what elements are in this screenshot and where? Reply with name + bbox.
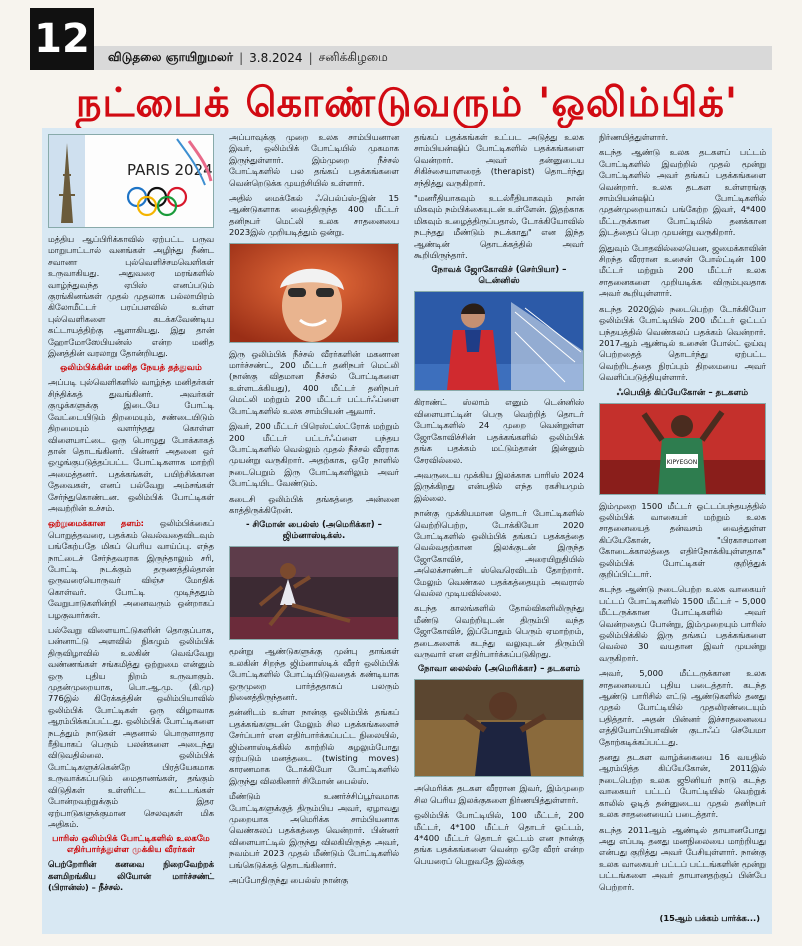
headline: நட்பைக் கொண்டுவரும் 'ஒலிம்பிக்' bbox=[75, 80, 739, 126]
col2-paragraph-6: மூன்று ஆண்டுகளுக்கு முன்பு தாங்கள் உலகின் சிறந்த ஜிம்னாஸ்டிக் வீரர் ஒலிம்பிக் போட்டிகளில் போட்டியிடுவதைக் கண்டியாக ஒருமுறை பார்த்ததாகப் பலரும் நினைத்திருந்தனர். bbox=[229, 646, 399, 702]
sprinter-photo bbox=[414, 679, 584, 777]
separator: | bbox=[239, 51, 244, 65]
col3-paragraph-7: அமெரிக்க தடகள வீரரான இவர், இம்முறை சில பெரிய இலக்குகளை நிர்ணயித்துள்ளார். bbox=[414, 783, 584, 805]
col2-paragraph-2: அதில் மைக்கேல் ஃபெல்ப்ஸ்-இன் 15 ஆண்டுகளாக வைத்திருந்த 400 மீட்டர் தனிநபர் மெட்லி உலக சாதனையை 2023இல் முறியடித்தும் ஒன்று. bbox=[229, 193, 399, 238]
col1-paragraph-4: பல்வேறு விளையாட்டுகளின் தொகுப்பாக, பன்னாட்டு அளவில் நிகழும் ஒலிம்பிக் திருவிழாவில் உலகின் வெவ்வேறு வண்ணங்கள் சங்கமித்து ஒற்றுமை என்னும் ஒரு புதிய நிறம் உருவாகும். முதன்முறையாக, பொ.ஆ.மு. (கி.மு) 776இல் கிரேக்கத்தின் ஒலிம்பியாவில் ஒலிம்பிக் போட்டிகள் ஒரு விழாவாக ஆரம்பிக்கப்பட்டது. ஒலிம்பிக் போட்டிகளை நடத்தும் நாடுகள் அதனால் பொருளாதார ரீதியாகப் பெரும் பலன்களை அடைந்து விடுவதில்லை. ஒலிம்பிக் போட்டிகளுக்கென்றே பிரத்யேகமாக உருவாக்கப்படும் மைதானங்கள், தங்கும் விடுதிகள் உள்ளிட்ட கட்டடங்கள் போன்றவற்றுக்கும் இதர ஏற்பாடுகளுக்குமான செலவுகள் மிக அதிகம். bbox=[48, 625, 214, 829]
col1-paragraph-3: ஒலிம்பிக்கைப் பொறுத்தவரை, பதக்கம் வெல்வதைவிடவும் பங்கேற்பதே மிகப் பெரிய வாய்ப்பு. எந்த நாட்டைச் சேர்ந்தவராக இருந்தாலும் சரி, போட்டி நடக்கும் தருணத்தில்தான் ஒருவரையொருவர் விஞ்ச மோதிக் கொள்வர். போட்டி முடிந்ததும் வேறுபாடுகளின்றி அனைவரும் ஒன்றாகப் பழகுவார்கள். bbox=[48, 518, 214, 620]
col3-paragraph-2: "மனரீதியாகவும் உடல்ரீதியாகவும் நான் மிகவும் நம்பிக்கையுடன் உள்ளேன். இதற்காக மிகவும் உழைத்திருப்பதால், டோக்கியோவில் நடந்தது மீண்டும் நடக்காது" என இந்த ஆண்டின் தொடக்கத்தில் அவர் கூறியிருந்தார். bbox=[414, 193, 584, 261]
col4-paragraph-1: நிர்ணயித்துள்ளார். bbox=[599, 132, 669, 142]
col2-paragraph-5: கடைசி ஒலிம்பிக் தங்கத்தை அன்னை காத்திருக்கிறேன். bbox=[229, 493, 399, 515]
page-header bbox=[30, 8, 772, 70]
col4-paragraph-4: கடந்த 2020இல் நடைபெற்ற டோக்கியோ ஒலிம்பிக் போட்டியில் 200 மீட்டர் ஓட்டப் பந்தயத்தில் வெண்கலப் பதக்கம் வென்றார். 2017ஆம் ஆண்டில் உசைன் போல்ட் ஓய்வு பெற்றதைத் தொடர்ந்து ஏற்பட்ட வெற்றிடத்தை நிரப்பும் திறமையை அவர் வெளிப்படுத்தியுள்ளார். bbox=[599, 303, 766, 383]
header-band bbox=[94, 46, 772, 70]
paris-logo-text: PARIS 2024 bbox=[127, 161, 213, 179]
col1-subheading-2: ஒற்றுமைக்கான தளம்: bbox=[48, 518, 144, 529]
col2-paragraph-8: மீண்டும் உணர்ச்சிப்பூர்வமாக போட்டிகளுக்குத் திரும்பிய அவர், ஏழாவது முறையாக அமெரிக்க சாம்பியனாக வெண்கலப் பதக்கத்தை வென்றார். பின்னர் விளையாட்டில் இருந்து விலகியிருந்த அவர், நவம்பர் 2023 முதல் மீண்டும் போட்டிகளில் பங்கெடுக்கத் தொடங்கினார். bbox=[229, 791, 399, 870]
col2-paragraph-1: அப்பாவுக்கு முறை உலக சாம்பியனான இவர், ஒலிம்பிக் போட்டியில் முகமாக இருந்துள்ளார். இம்முறை நீச்சல் போட்டிகளில் பல தங்கப் பதக்கங்களை வென்றெடுக்க முயற்சியில் உள்ளார். bbox=[229, 132, 399, 188]
col2-paragraph-7: தன்னிடம் உள்ள நான்கு ஒலிம்பிக் தங்கப் பதக்கங்களுடன் மேலும் சில பதக்கங்களைச் சேர்ப்பார் என எதிர்பார்க்கப்பட்ட நிலையில், ஜிம்னாஸ்டிக்கில் காற்றில் சுழலும்போது ஏற்படும் மனத்தடை (twisting moves) காரணமாக டோக்கியோ போட்டிகளில் இருந்து விலகினார் சிமோன் பைல்ஸ். bbox=[229, 707, 399, 786]
col1-paragraph-1: மத்திய ஆப்பிரிக்காவில் ஏற்பட்ட பருவ மாறுபாட்டால் வனங்கள் அழிந்து நீண்ட சவானா புல்வெளிச்சமவெளிகள் உருவாகியது. அதுவரை மரங்களில் வாழ்ந்துவந்த ஏபிஸ் எனப்படும் குரங்கினங்கள் முதல் முதலாக பல்லாயிரம் கிலோமீட்டர் பரப்பளவில் உள்ள புல்வெளிகளை கடக்கவேண்டிய கட்டாயத்திற்கு ஆளாகியது. இது தான் ஹோமோஸேபியன்ஸ் என்ற மனித இனத்தின் வரலாறு தோன்றியது. bbox=[48, 234, 214, 359]
issue-day: சனிக்கிழமை bbox=[318, 50, 388, 64]
column-4 bbox=[593, 128, 772, 934]
swimmer-photo bbox=[229, 243, 399, 343]
col1-subheading-3: பாரிஸ் ஒலிம்பிக் போட்டிகளில் உலகமே எதிர்பார்த்துள்ள முக்கிய வீரர்கள் bbox=[52, 834, 210, 856]
tennis-player-photo bbox=[414, 291, 584, 391]
col4-paragraph-8: தனது தடகள வாழ்க்கையை 16 வயதில் ஆரம்பித்த கிப்யேகோன், 2011இல் நடைபெற்ற உலக ஜூனியர் நாடு கடந்த வாகையர் பட்டப் போட்டியில் வெற்றுக் காலில் ஓடித் தன்னுடைய முதல் தனிநபர் உலக சாதனையைப் படைத்தார். bbox=[599, 752, 766, 820]
issue-date: 3.8.2024 bbox=[249, 51, 303, 65]
col2-paragraph-4: இவர், 200 மீட்டர் பிரெஸ்ட்ஸ்ட்ரோக் மற்றும் 200 மீட்டர் பட்டர்ஃப்ளை பந்தய போட்டிகளில் வெல்லும் முதல் நீச்சல் வீரராக முயன்று வருகிறார். அதற்காக, ஒரே நாளில் நடைபெறும் இரு போட்டிகளிலும் அவர் போட்டியிட வேண்டும். bbox=[229, 421, 399, 489]
column-1 bbox=[42, 128, 220, 934]
publication-name: விடுதலை ஞாயிறுமலர் bbox=[108, 50, 234, 64]
col1-paragraph-2: அப்படி புல்வெளிகளில் வாழ்ந்த மனிதர்கள் சிந்திக்கத் துவங்கினர். அவர்கள் குழுக்களுக்கு இடையே போட்டி வேட்டையிடும் திறமையும், சண்டையிடும் திறமையும் வளர்ந்தது கொள்ள விளையாட்டை ஒரு பொழுது போக்காகத் தான் தொடங்கினர். பின்னர் அதனை ஒர் ஒழுங்குபடுத்தப்பட்ட போட்டிகளாக மாற்றி அமைத்தனர். பதக்கங்கள், பயிற்சிக்கான தேவைகள், எனப் பல்வேறு அம்சங்கள் சேர்ந்துகொண்டன. ஒலிம்பிக் போட்டிகள் அவற்றின் உச்சம். bbox=[48, 377, 214, 513]
col4-paragraph-5: இம்முறை 1500 மீட்டர் ஓட்டப்பந்தயத்தில் ஒலிம்பிக் வாகையர் மற்றும் உலக சாதனையைத் தன்வசம் வைத்துள்ள கிப்யேகோன், "பிரகாசமான கோடைக்காலத்தை எதிர்நோக்கியுள்ளதாக" ஒலிம்பிக் போட்டிகள் குறித்துக் குறிப்பிட்டார். bbox=[599, 500, 766, 579]
column-2 bbox=[223, 128, 405, 934]
col2-paragraph-9: அப்போதிருந்து பைல்ஸ் நான்கு bbox=[229, 875, 348, 886]
simone-biles-caption: - சிமோன் பைல்ஸ் (அமெரிக்கா) – ஜிம்னாஸ்டிக்ஸ். bbox=[246, 520, 382, 542]
noah-lyles-caption: நோவா லைல்ஸ் (அமெரிக்கா) – தடகளம் bbox=[418, 664, 580, 675]
col4-paragraph-7: அவர், 5,000 மீட்டருக்கான உலக சாதனையைப் புதிய படைத்தார். கடந்த ஆண்டு பாரிசில் எட்டு ஆண்டுகளில் தனது முதல் போட்டியில் முதலிரண்டையும் பதித்தார். அதன் பின்னர் இச்சாதனையை எத்தியோப்பியாவின் குடாஃப் செயேமா தோற்கடிக்கப்பட்டது. bbox=[599, 668, 766, 747]
col3-paragraph-3: கிராண்ட் ஸ்லாம் எனும் டென்னிஸ் விளையாட்டின் பெரு வெற்றித் தொடர் போட்டிகளில் 24 முறை வென்றுள்ள ஜோகோவிச்சின் பதக்கங்களில் ஒலிம்பிக் தங்க பதக்கம் மட்டும்தான் இன்னும் சேரவில்லை. bbox=[414, 397, 584, 465]
col1-paragraph-5: பெற்றோரின் கனவை நிறைவேற்றக் களமிறங்கிய லியோன் மார்ச்சண்ட் (பிரான்ஸ்) – நீச்சல். bbox=[48, 859, 214, 893]
col3-paragraph-6: கடந்த காலங்களில் தோல்விகளிலிருந்து மீண்டு வெற்றியுடன் திரும்பி வந்த ஜோகோவிச், இப்போதும் பெரும் ஏமாற்றம், தடைகளைக் கடந்து வலுவுடன் திரும்பி வருவார் என எதிர்பார்க்கப்படுகிறது. bbox=[414, 603, 584, 659]
col1-subheading-1: ஒலிம்பிக்கின் மனித நேயத் தத்துவம் bbox=[60, 363, 202, 374]
djokovic-caption: நோவக் ஜோகோவிச் (செர்பியா) – டென்னிஸ் bbox=[431, 265, 567, 287]
runner-photo bbox=[599, 403, 766, 495]
kipyegon-caption: ஃபெயித் கிப்யேகோன் – தடகளம் bbox=[616, 387, 749, 398]
page-number: 12 bbox=[30, 8, 94, 70]
col3-paragraph-1: தங்கப் பதக்கங்கள் உட்பட அடுத்து உலக சாம்பியன்ஷிப் போட்டிகளில் பதக்கங்களை வென்றார். அவர் தன்னுடைய சிகிச்சையாளரைத் (therapist) தொடர்ந்து சந்தித்து வருகிறார். bbox=[414, 132, 584, 188]
col2-paragraph-3: இரு ஒலிம்பிக் நீச்சல் வீரர்களின் மகனான மார்ச்சண்ட், 200 மீட்டர் தனிநபர் மெட்லி (நான்கு விதமான நீச்சல் போட்டிகளை உள்ளடக்கியது), 400 மீட்டர் தனிநபர் மெட்லி மற்றும் 200 மீட்டர் பட்டர்ஃப்ளை போட்டிகளில் உலக சாம்பியன் ஆவார். bbox=[229, 348, 399, 416]
col4-paragraph-3: இதுவும் போதவில்லையென, ஜமைக்காவின் சிறந்த வீரரான உசைன் போல்ட்டின் 100 மீட்டர் மற்றும் 200 மீட்டர் உலக சாதனைகளை முறியடிக்க விரும்புவதாக அவர் கூறியுள்ளார். bbox=[599, 242, 766, 299]
col4-paragraph-6: கடந்த ஆண்டு நடைபெற்ற உலக வாகையர் பட்டப் போட்டிகளில் 1500 மீட்டர் – 5,000 மீட்டருக்கான போட்டிகளில் அவர் வென்றதைப் போன்று, இம்முறையும் பாரிஸ் ஒலிம்பிக்கில் இரு தங்கப் பதக்கங்களை வெல்ல 30 வயதான இவர் முயன்று வருகிறார். bbox=[599, 584, 766, 663]
kipyegon-bib-text: KIPYEGON bbox=[666, 458, 698, 466]
article-body bbox=[42, 128, 772, 934]
col3-paragraph-8: ஒலிம்பிக் போட்டியில், 100 மீட்டர், 200 மீட்டர், 4*100 மீட்டர் தொடர் ஓட்டம், 4*400 மீட்டர் தொடர் ஓட்டம் என நான்கு தங்க பதக்கங்களை வென்ற ஒரே வீரர் என்ற பெயரைப் பெறுவதே இலக்கு bbox=[414, 810, 584, 866]
column-3 bbox=[408, 128, 590, 934]
col4-paragraph-9: கடந்த 2011ஆம் ஆண்டில் தாயானபோது அது எப்படி தனது மனநிலையை மாற்றியது என்பது குறித்து அவர் பேசியுள்ளார். நான்கு உலக வாகையர் பட்டப் பட்டங்களின் மூன்று பட்டங்களை அவர் தாயானதற்குப் பின்பே பெற்றார். bbox=[599, 824, 766, 892]
col3-paragraph-5: நான்கு முக்கியமான தொடர் போட்டிகளில் வெற்றிபெற்ற, டோக்கியோ 2020 போட்டிகளில் ஒலிம்பிக் தங்கப் பதக்கத்தை வெல்வதற்கான இலக்குடன் இருந்த ஜோகோவிச், அரையிறுதியில் அலெக்சாண்டர் ஸ்வெரெவிடம் தோற்றார். மேலும் வெண்கல பதக்கத்தையும் அவரால் வெல்ல முடியவில்லை. bbox=[414, 508, 584, 598]
col4-paragraph-2: கடந்த ஆண்டு உலக தடகளப் பட்டம் போட்டிகளில் இவற்றில் முதல் மூன்று போட்டிகளில் அவர் தங்கப் பதக்கங்களை வென்றார். உலக தடகள உள்ளரங்கு சாம்பியன்ஷிப் போட்டிகளில் முதன்முறையாகப் பங்கேற்ற இவர், 4*400 மீட்டருக்கான போட்டியில் தனக்கான இடத்தைப் பெற முயன்று வருகிறார். bbox=[599, 147, 766, 238]
separator: | bbox=[308, 51, 313, 65]
gymnast-photo bbox=[229, 546, 399, 640]
col3-paragraph-4: அவருடைய முக்கிய இலக்காக பாரிஸ் 2024 இருக்கிறது என்பதில் எந்த ரகசியமும் இல்லை. bbox=[414, 469, 584, 503]
paris-2024-logo-image bbox=[48, 134, 214, 228]
continued-note: (15ஆம் பக்கம் பார்க்க...) bbox=[659, 912, 760, 923]
